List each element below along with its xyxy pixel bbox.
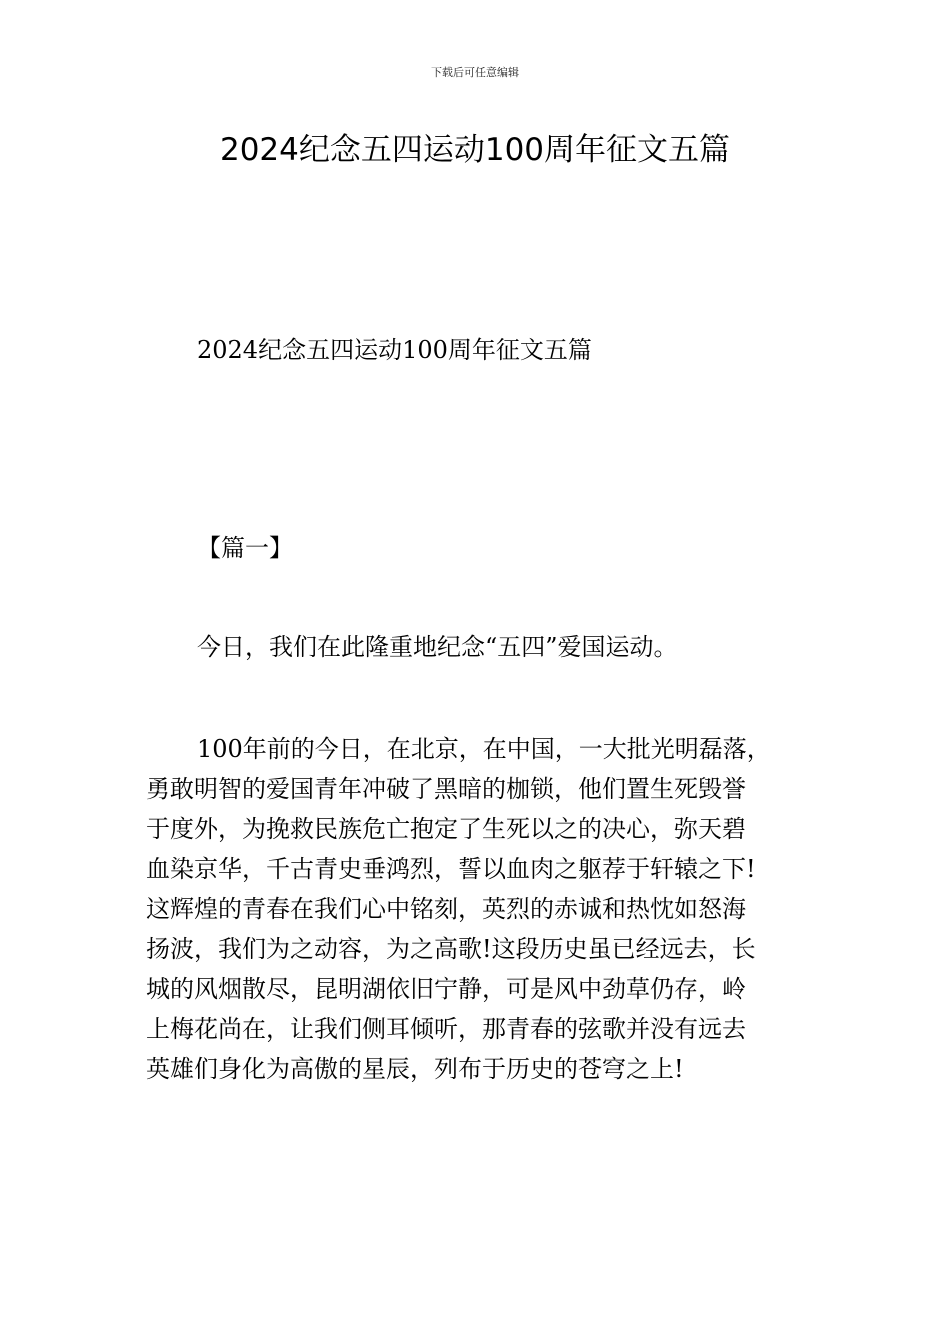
body-line: 100年前的今日，在北京，在中国，一大批光明磊落， [197,735,771,763]
intro-paragraph: 今日，我们在此隆重地纪念“五四”爱国运动。 [197,633,678,661]
body-paragraph [146,729,811,1089]
document-title: 2024纪念五四运动100周年征文五篇 [219,132,731,168]
body-line: 血染京华，千古青史垂鸿烈，誓以血肉之躯荐于轩辕之下! [146,855,756,883]
body-line: 勇敢明智的爱国青年冲破了黑暗的枷锁，他们置生死毁誉 [146,775,746,803]
body-line: 上梅花尚在，让我们侧耳倾听，那青春的弦歌并没有远去 [146,1015,746,1043]
body-line: 扬波，我们为之动容，为之高歌!这段历史虽已经远去，长 [146,935,756,963]
body-line: 这辉煌的青春在我们心中铭刻，英烈的赤诚和热忱如怒海 [146,895,746,923]
header-note: 下载后可任意编辑 [431,66,519,79]
body-line: 城的风烟散尽，昆明湖依旧宁静，可是风中劲草仍存，岭 [146,975,746,1003]
section-heading: 【篇一】 [197,534,293,562]
body-line: 英雄们身化为高傲的星辰，列布于历史的苍穹之上! [146,1055,684,1083]
document-subtitle: 2024纪念五四运动100周年征文五篇 [197,336,592,364]
body-line: 于度外，为挽救民族危亡抱定了生死以之的决心，弥天碧 [146,815,746,843]
